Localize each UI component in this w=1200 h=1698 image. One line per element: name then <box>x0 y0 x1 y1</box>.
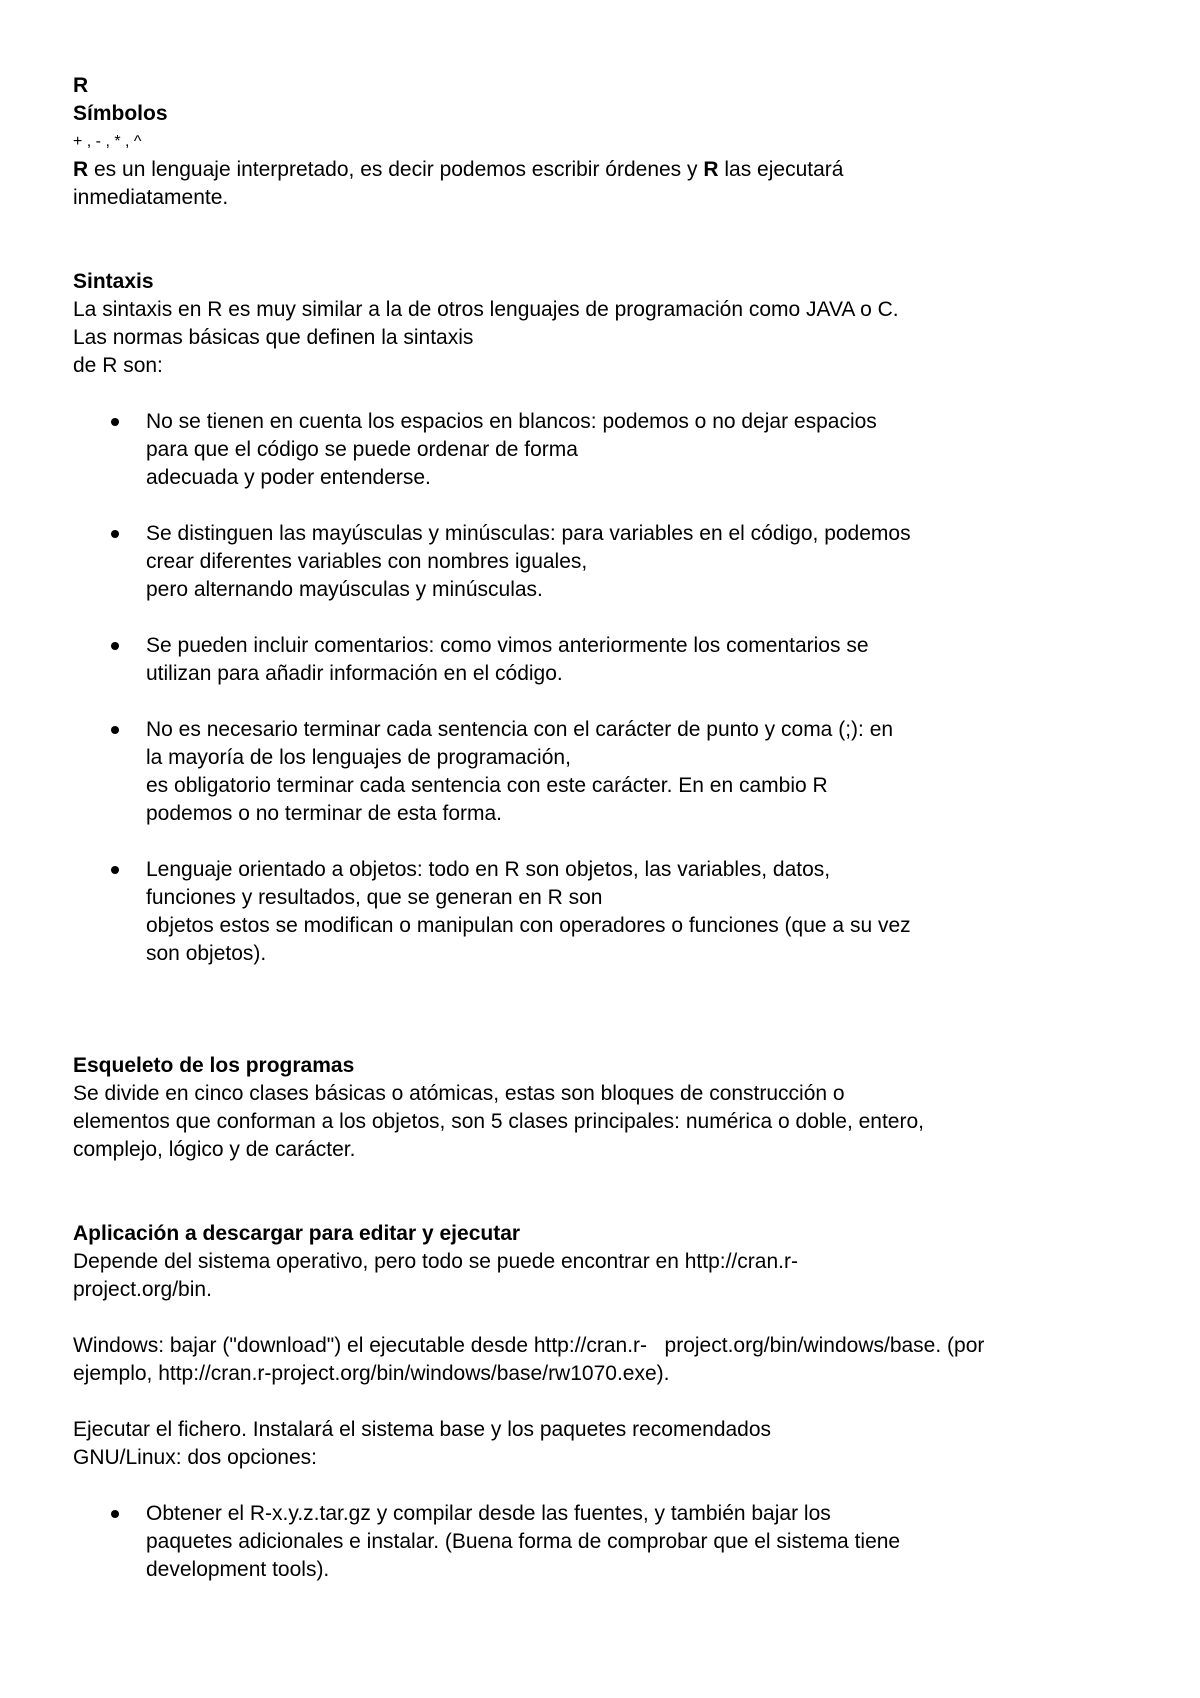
list-item-text: Se distinguen las mayúsculas y minúsculas: para variables en el código, podemos <box>146 522 911 545</box>
list-item <box>73 1500 1153 1584</box>
sintaxis-heading: Sintaxis <box>73 270 154 293</box>
list-item-text: funciones y resultados, que se generan en R son <box>146 886 603 909</box>
document-page <box>73 72 1153 1584</box>
list-item <box>73 856 1153 968</box>
r-bold-2: R <box>703 158 719 181</box>
list-item <box>73 408 1153 492</box>
linux-options-list <box>73 1500 1153 1584</box>
list-item-text: adecuada y poder entenderse. <box>146 466 431 489</box>
aplicacion-p3-line: Ejecutar el fichero. Instalará el sistema base y los paquetes recomendados <box>73 1418 772 1441</box>
list-item-text: Lenguaje orientado a objetos: todo en R son objetos, las variables, datos, <box>146 858 831 881</box>
aplicacion-p1-line: project.org/bin. <box>73 1278 212 1301</box>
esqueleto-line: elementos que conforman a los objetos, son 5 clases principales: numérica o doble, entero, <box>73 1110 924 1133</box>
aplicacion-p1-line: Depende del sistema operativo, pero todo se puede encontrar en http://cran.r- <box>73 1250 798 1273</box>
esqueleto-line: Se divide en cinco clases básicas o atómicas, estas son bloques de construcción o <box>73 1082 845 1105</box>
list-item-text: No se tienen en cuenta los espacios en blancos: podemos o no dejar espacios <box>146 410 877 433</box>
list-item-text: Obtener el R-x.y.z.tar.gz y compilar desde las fuentes, y también bajar los <box>146 1502 831 1525</box>
list-item-text: pero alternando mayúsculas y minúsculas. <box>146 578 543 601</box>
list-item-text: la mayoría de los lenguajes de programación, <box>146 746 571 769</box>
bullet-icon <box>111 1510 119 1518</box>
list-item-text: crear diferentes variables con nombres iguales, <box>146 550 588 573</box>
intro-end: las ejecutará <box>718 158 844 181</box>
list-item-text: para que el código se puede ordenar de forma <box>146 438 578 461</box>
list-item-text: Se pueden incluir comentarios: como vimos anteriormente los comentarios se <box>146 634 869 657</box>
bullet-icon <box>111 418 119 426</box>
document-title: R <box>73 74 89 97</box>
intro-line-1 <box>73 156 1153 184</box>
list-item-text: development tools). <box>146 1558 330 1581</box>
list-item-text: son objetos). <box>146 942 267 965</box>
list-item-text: objetos estos se modifican o manipulan con operadores o funciones (que a su vez <box>146 914 911 937</box>
bullet-icon <box>111 726 119 734</box>
aplicacion-heading: Aplicación a descargar para editar y ejecutar <box>73 1222 521 1245</box>
bullet-icon <box>111 866 119 874</box>
aplicacion-p2-line: ejemplo, http://cran.r-project.org/bin/windows/base/rw1070.exe). <box>73 1362 670 1385</box>
sintaxis-line: de R son: <box>73 354 163 377</box>
sintaxis-rules-list <box>73 408 1153 968</box>
list-item-text: paquetes adicionales e instalar. (Buena forma de comprobar que el sistema tiene <box>146 1530 901 1553</box>
aplicacion-p3-line: GNU/Linux: dos opciones: <box>73 1446 317 1469</box>
simbolos-heading: Símbolos <box>73 102 168 125</box>
list-item <box>73 716 1153 828</box>
symbols-line: + , - , * , ^ <box>73 133 142 150</box>
list-item-text: es obligatorio terminar cada sentencia con este carácter. En en cambio R <box>146 774 828 797</box>
sintaxis-line: La sintaxis en R es muy similar a la de otros lenguajes de programación como JAVA o C. <box>73 298 899 321</box>
list-item <box>73 632 1153 688</box>
list-item <box>73 520 1153 604</box>
list-item-text: utilizan para añadir información en el código. <box>146 662 563 685</box>
sintaxis-line: Las normas básicas que definen la sintaxis <box>73 326 474 349</box>
list-item-text: podemos o no terminar de esta forma. <box>146 802 503 825</box>
r-bold-1: R <box>73 158 89 181</box>
esqueleto-heading: Esqueleto de los programas <box>73 1054 355 1077</box>
aplicacion-p2-line: Windows: bajar ("download") el ejecutable desde http://cran.r- project.org/bin/windows/base. (por <box>73 1334 985 1357</box>
bullet-icon <box>111 642 119 650</box>
bullet-icon <box>111 530 119 538</box>
list-item-text: No es necesario terminar cada sentencia con el carácter de punto y coma (;): en <box>146 718 894 741</box>
intro-line-2: inmediatamente. <box>73 186 229 209</box>
esqueleto-line: complejo, lógico y de carácter. <box>73 1138 356 1161</box>
intro-mid: es un lenguaje interpretado, es decir podemos escribir órdenes y <box>88 158 704 181</box>
